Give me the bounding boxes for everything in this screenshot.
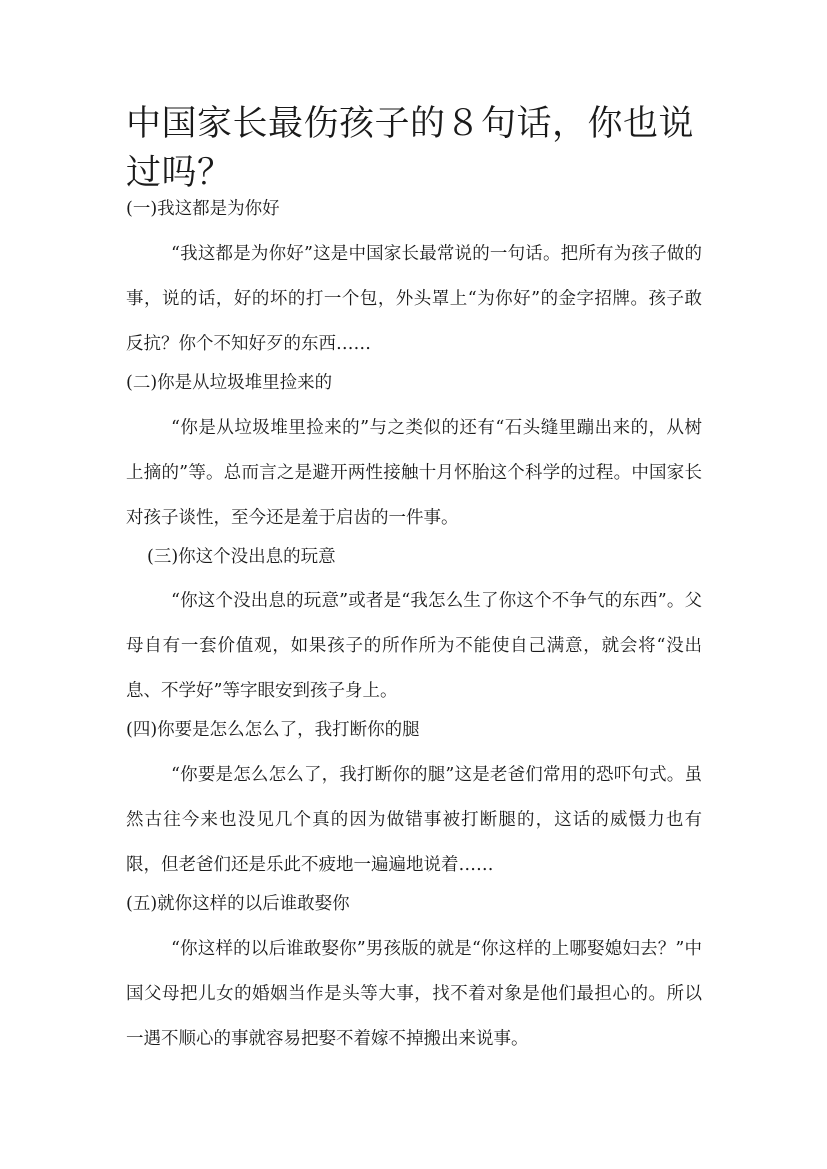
section-paragraph-1: “我这都是为你好”这是中国家长最常说的一句话。把所有为孩子做的事，说的话，好的坏的打一个包，外头罩上“为你好”的金字招牌。孩子敢反抗？你个不知好歹的东西…… [126, 244, 702, 354]
section-paragraph-2: “你是从垃圾堆里捡来的”与之类似的还有“石头缝里蹦出来的，从树上摘的”等。总而言之是避开两性接触十月怀胎这个科学的过程。中国家长对孩子谈性，至今还是羞于启齿的一件事。 [126, 418, 702, 528]
section-paragraph-3: “你这个没出息的玩意”或者是“我怎么生了你这个不争气的东西”。父母自有一套价值观，如果孩子的所作所为不能使自己满意，就会将“没出息、不学好”等字眼安到孩子身上。 [126, 591, 702, 701]
section-heading-5: (五)就你这样的以后谁敢娶你 [126, 894, 350, 914]
section-paragraph-5: “你这样的以后谁敢娶你”男孩版的就是“你这样的上哪娶媳妇去？”中国父母把儿女的婚姻当作是头等大事，找不着对象是他们最担心的。所以一遇不顺心的事就容易把娶不着嫁不掉搬出来说事。 [126, 939, 702, 1049]
section-heading-4: (四)你要是怎么怎么了，我打断你的腿 [126, 720, 420, 740]
section-paragraph-4: “你要是怎么怎么了，我打断你的腿”这是老爸们常用的恐吓句式。虽然古往今来也没见几个真的因为做错事被打断腿的，这话的威慑力也有限，但老爸们还是乐此不疲地一遍遍地说着…… [126, 765, 702, 875]
section-heading-3: (三)你这个没出息的玩意 [147, 547, 336, 567]
document-title: 中国家长最伤孩子的８句话，你也说过吗？ [126, 104, 695, 193]
section-heading-1: (一)我这都是为你好 [126, 199, 280, 219]
section-heading-2: (二)你是从垃圾堆里捡来的 [126, 373, 333, 393]
